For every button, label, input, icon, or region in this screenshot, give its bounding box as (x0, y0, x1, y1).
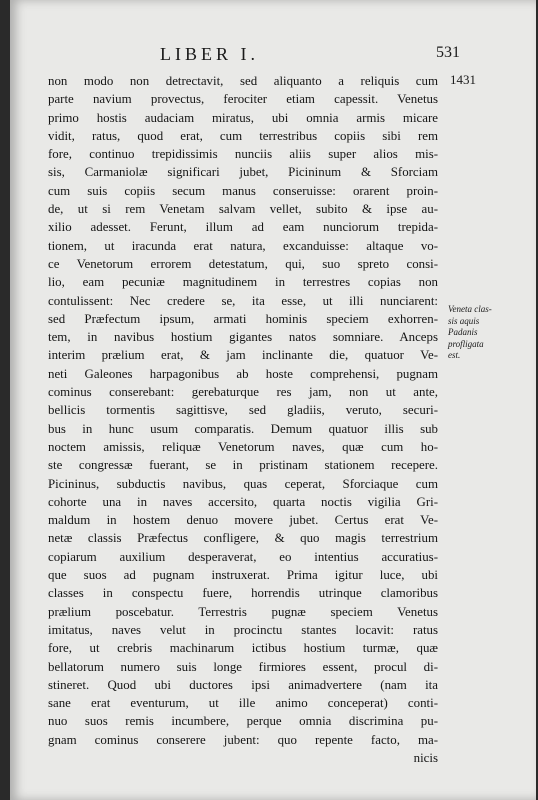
text-line: cum suis copiis secum manus conseruisse: orarent proin- (48, 183, 438, 198)
text-line: copiarum auxilium desperaverat, eo intentius accuratius- (48, 549, 438, 564)
page-header (160, 44, 460, 64)
margin-note-line: Veneta clas- (448, 304, 492, 314)
text-line: tionem, ut iracunda erat natura, excanduisse: altaque vo- (48, 238, 438, 253)
text-line: cohorte una in naves accersito, quarta noctis vigilia Gri- (48, 494, 438, 509)
text-line: xilio adesset. Ferunt, illum ad eam nunciorum trepida- (48, 220, 438, 235)
text-line: Picininus, subductis navibus, quas ceperat, Sforciaque cum (48, 476, 438, 491)
text-line: maldum in hostem denuo movere jubet. Certus erat Ve- (48, 513, 438, 528)
text-line: bellicis tormentis sagittisve, sed gladiis, veruto, securi- (48, 403, 438, 418)
text-line: ste congressæ fuerant, se in pristinam stationem recepere. (48, 458, 438, 473)
text-line: parte navium provectus, ferociter etiam capessit. Venetus (48, 92, 438, 107)
text-line: noctem amissis, reliquæ Venetorum naves, quæ cum ho- (48, 439, 438, 454)
text-line: nuo suos remis incumbere, perque omnia discrimina pu- (48, 714, 438, 729)
text-line: sane erat eventurum, ut ille animo conceperat) conti- (48, 696, 438, 711)
margin-note-line: Padanis (448, 327, 478, 337)
text-line: fore, ut crebris machinarum ictibus hostium turmæ, quæ (48, 641, 438, 656)
text-line: non modo non detrectavit, sed aliquanto a reliquis cum (48, 74, 438, 88)
text-line: imitatus, naves velut in procinctu stantes locavit: ratus (48, 622, 438, 637)
book-page (10, 0, 536, 800)
body-text (48, 72, 438, 767)
margin-note-line: est. (448, 350, 461, 360)
text-line: stineret. Quod ubi ductores ipsi animadvertere (nam ita (48, 677, 438, 692)
text-line: sis, Carmaniolæ significari jubet, Picininum & Sforciam (48, 165, 438, 180)
margin-year: 1431 (450, 72, 476, 87)
margin-note (448, 304, 518, 362)
text-line: ce Venetorum errorem detestatum, qui, suo spreto consi- (48, 256, 438, 271)
text-line: gnam cominus conserere jubent: quo repente facto, ma- (48, 732, 438, 747)
catchword: nicis (413, 750, 438, 765)
text-line: netæ classis Præfectus confligere, & quo magis terrestrium (48, 531, 438, 546)
text-line: cominus conserebant: gerebaturque res jam, non ut ante, (48, 385, 438, 400)
text-line: bellatorum numero suis longe firmiores essent, procul di- (48, 659, 438, 674)
text-line: bus in hunc usum comparatis. Demum quatuor illis sub (48, 421, 438, 436)
text-line: vidit, ratus, quod erat, cum terrestribus copiis sibi rem (48, 128, 438, 143)
text-line: lio, eam pecuniæ magnitudinem in terrestres copias non (48, 275, 438, 290)
text-line: contulissent: Nec credere se, ita esse, ut illi nunciarent: (48, 293, 438, 308)
text-line: classes in conspectu fuere, horrendis utrinque clamoribus (48, 586, 438, 601)
text-line: prælium poscebatur. Terrestris pugnæ speciem Venetus (48, 604, 438, 619)
text-line: tem, in navibus hostium gigantes natos somniare. Anceps (48, 330, 438, 345)
text-line: primo hostis audaciam miratus, ubi omnia armis micare (48, 110, 438, 125)
margin-note-line: profligata (448, 338, 484, 349)
running-title: LIBER I. (160, 44, 259, 64)
text-line: interim prælium erat, & jam inclinante die, quatuor Ve- (48, 348, 438, 363)
text-line: fore, continuo trepidissimis nunciis aliis super alios mis- (48, 147, 438, 162)
text-line: neti Galeones harpagonibus ab hoste comprehensi, pugnam (48, 366, 438, 381)
margin-note-line: sis aquis (448, 315, 480, 326)
text-line: sed Præfectum ipsum, armati hominis speciem exhorren- (48, 311, 438, 326)
page-number: 531 (436, 44, 460, 61)
text-line: de, ut si rem Venetam salvam vellet, subito & ipse au- (48, 202, 438, 217)
text-line: que suos ad pugnam instruxerat. Prima igitur luce, ubi (48, 568, 438, 583)
